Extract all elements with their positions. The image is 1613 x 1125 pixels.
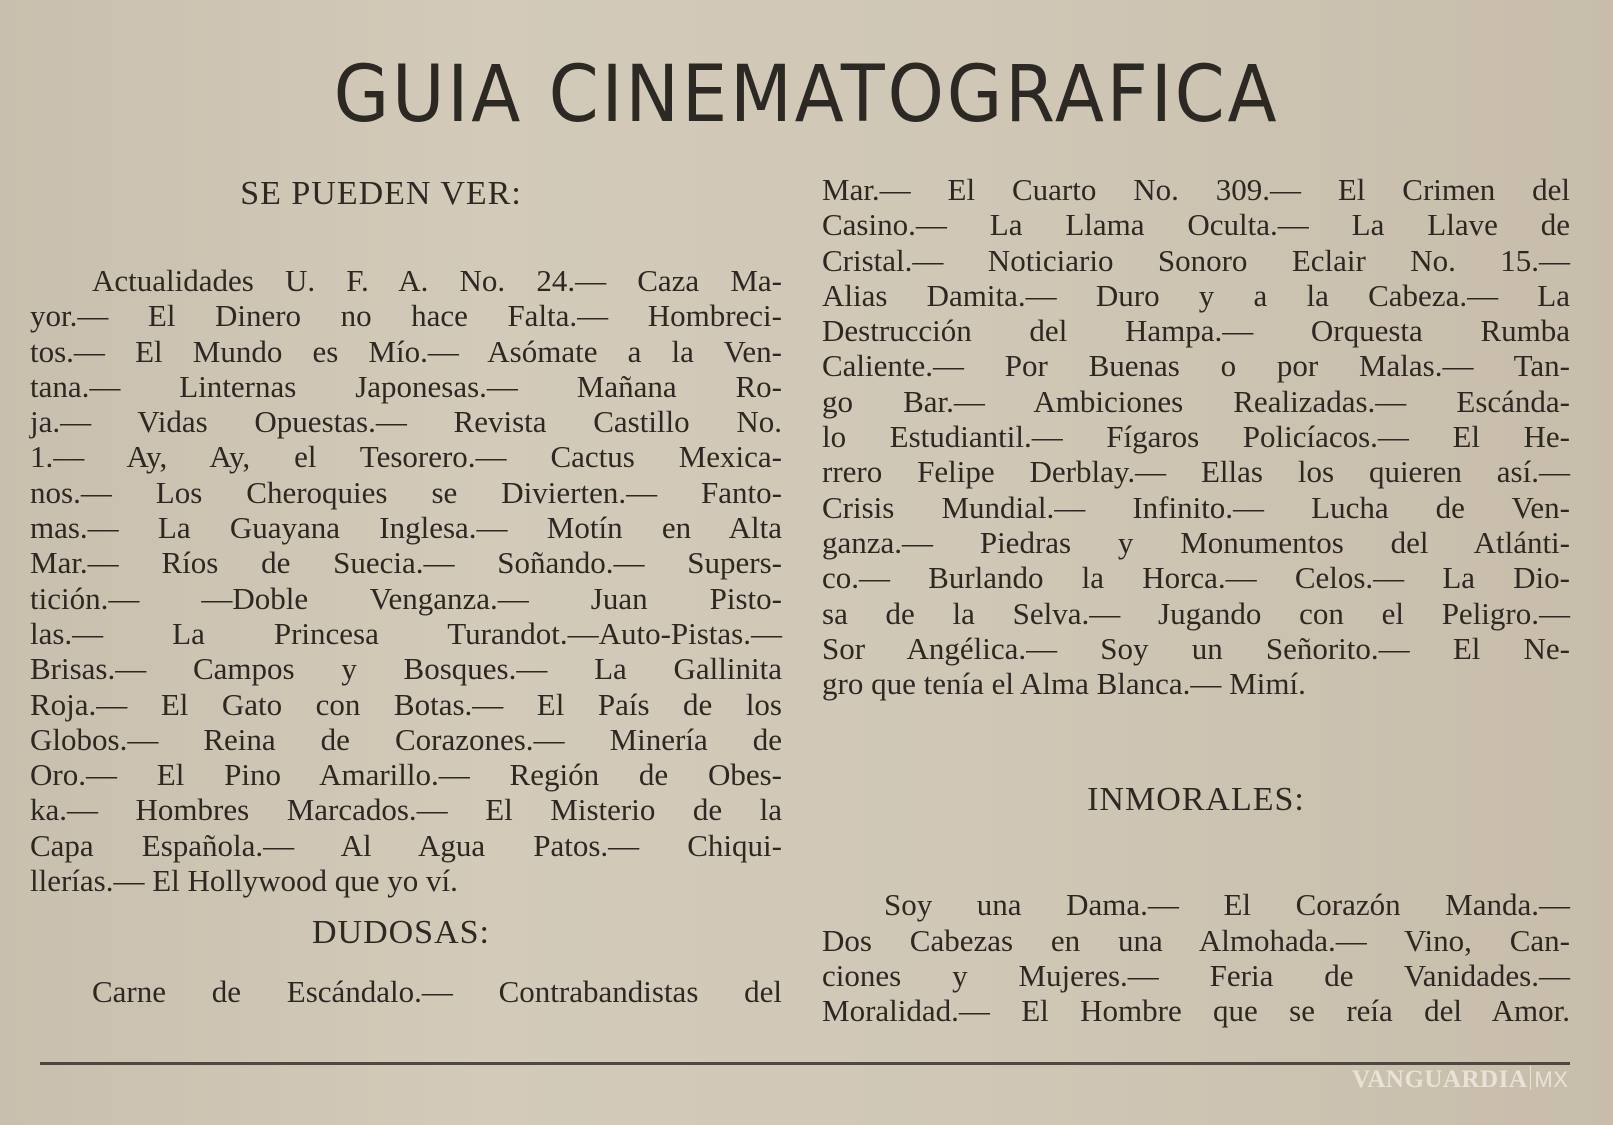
watermark-separator xyxy=(1530,1066,1531,1090)
text-line: ganza.— Piedras y Monumentos del Atlánti- xyxy=(822,524,1570,560)
text-line: Destrucción del Hampa.— Orquesta Rumba xyxy=(822,313,1570,349)
text-line: Crisis Mundial.— Infinito.— Lucha de Ven- xyxy=(822,489,1570,525)
text-line: ja.— Vidas Opuestas.— Revista Castillo No. xyxy=(30,404,782,440)
watermark-brand: VANGUARDIA xyxy=(1352,1066,1528,1093)
text-line: Soy una Dama.— El Corazón Manda.— xyxy=(884,887,1570,923)
text-line: Dos Cabezas en una Almohada.— Vino, Can- xyxy=(822,922,1570,958)
se-pueden-ver-list xyxy=(30,263,782,898)
text-line: lo Estudiantil.— Fígaros Policíacos.— El He- xyxy=(822,419,1570,455)
text-line: go Bar.— Ambiciones Realizadas.— Escánda- xyxy=(822,383,1570,419)
text-line: rrero Felipe Derblay.— Ellas los quieren así.— xyxy=(822,454,1570,490)
text-line: sa de la Selva.— Jugando con el Peligro.— xyxy=(822,595,1570,631)
text-line: Casino.— La Llama Oculta.— La Llave de xyxy=(822,207,1570,243)
text-line: Mar.— El Cuarto No. 309.— El Crimen del xyxy=(822,172,1570,207)
text-line: Mar.— Ríos de Suecia.— Soñando.— Supers- xyxy=(30,545,782,581)
text-line: Caliente.— Por Buenas o por Malas.— Tan- xyxy=(822,348,1570,384)
dudosas-list-start xyxy=(30,974,782,1009)
vanguardia-watermark-logo xyxy=(1352,1066,1568,1094)
text-line: tos.— El Mundo es Mío.— Asómate a la Ven- xyxy=(30,333,782,369)
text-line: Actualidades U. F. A. No. 24.— Caza Ma- xyxy=(92,263,782,298)
text-line: llerías.— El Hollywood que yo ví. xyxy=(30,863,458,899)
bottom-rule-divider xyxy=(40,1062,1570,1065)
text-line: 1.— Ay, Ay, el Tesorero.— Cactus Mexica- xyxy=(30,439,782,475)
text-line: Sor Angélica.— Soy un Señorito.— El Ne- xyxy=(822,630,1570,666)
text-line: las.— La Princesa Turandot.—Auto-Pistas.— xyxy=(30,615,782,651)
text-line: tición.— —Doble Venganza.— Juan Pisto- xyxy=(30,580,782,616)
text-line: nos.— Los Cheroquies se Divierten.— Fanto- xyxy=(30,474,782,510)
text-line: tana.— Linternas Japonesas.— Mañana Ro- xyxy=(30,368,782,404)
text-line: Cristal.— Noticiario Sonoro Eclair No. 15.— xyxy=(822,242,1570,278)
text-line: ka.— Hombres Marcados.— El Misterio de la xyxy=(30,792,782,828)
text-line: Alias Damita.— Duro y a la Cabeza.— La xyxy=(822,277,1570,313)
text-line: Oro.— El Pino Amarillo.— Región de Obes- xyxy=(30,757,782,793)
text-line: Capa Española.— Al Agua Patos.— Chiqui- xyxy=(30,827,782,863)
text-line: co.— Burlando la Horca.— Celos.— La Dio- xyxy=(822,560,1570,596)
text-line: gro que tenía el Alma Blanca.— Mimí. xyxy=(822,666,1306,702)
text-line: Carne de Escándalo.— Contrabandistas del xyxy=(92,974,782,1010)
dudosas-list-continued xyxy=(822,172,1570,701)
text-line: mas.— La Guayana Inglesa.— Motín en Alta xyxy=(30,510,782,546)
page-title: GUIA CINEMATOGRAFICA xyxy=(333,50,1280,140)
section-heading-inmorales: INMORALES: xyxy=(1087,781,1305,819)
inmorales-list xyxy=(822,887,1570,1028)
right-column xyxy=(822,172,1570,1029)
text-line: Moralidad.— El Hombre que se reía del Amor. xyxy=(822,993,1570,1029)
text-line: Brisas.— Campos y Bosques.— La Gallinita xyxy=(30,651,782,687)
section-heading-dudosas: DUDOSAS: xyxy=(311,914,491,952)
watermark-suffix: MX xyxy=(1534,1067,1569,1092)
text-line: ciones y Mujeres.— Feria de Vanidades.— xyxy=(822,958,1570,994)
section-heading-se-pueden-ver: SE PUEDEN VER: xyxy=(240,175,522,212)
text-line: yor.— El Dinero no hace Falta.— Hombreci- xyxy=(30,298,782,334)
left-column xyxy=(30,175,782,1010)
text-line: Globos.— Reina de Corazones.— Minería de xyxy=(30,721,782,757)
text-line: Roja.— El Gato con Botas.— El País de los xyxy=(30,686,782,722)
